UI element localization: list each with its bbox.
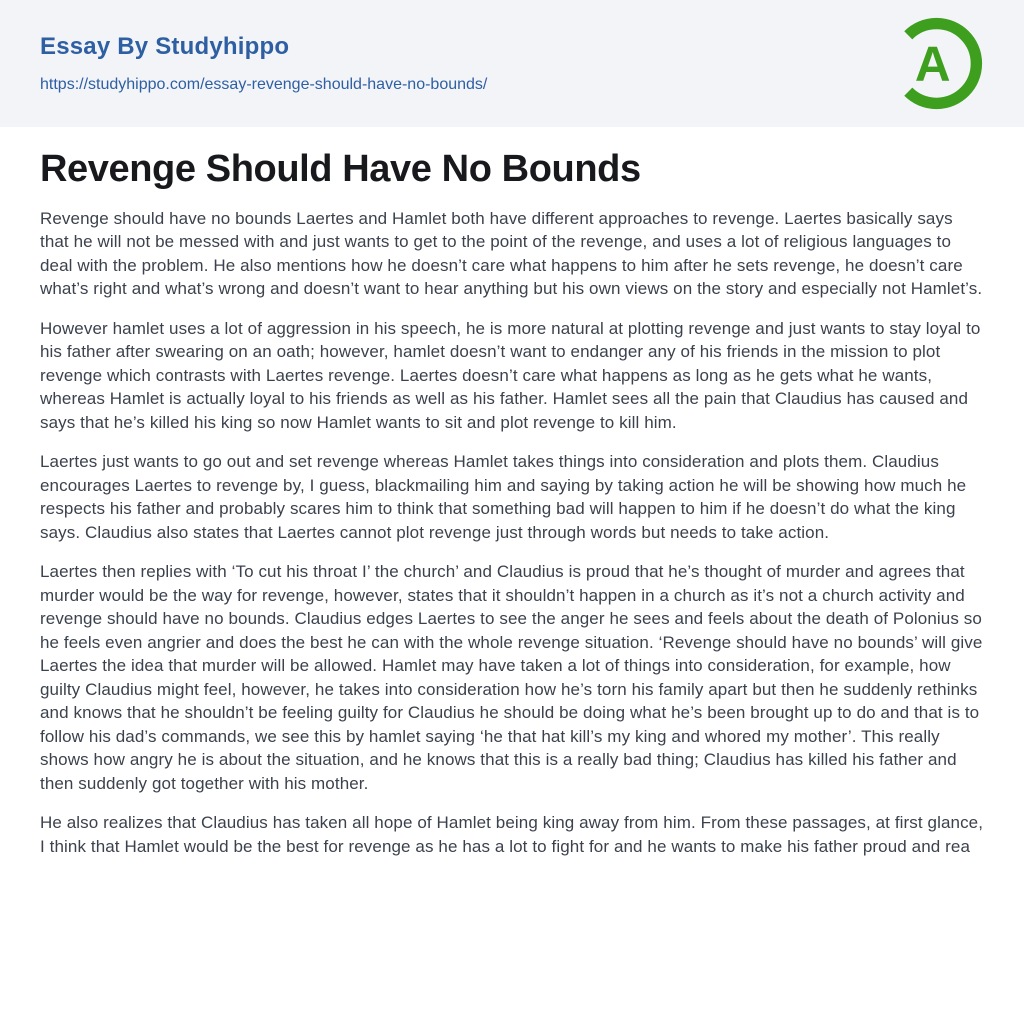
logo-letter: A [914, 36, 951, 92]
content-area [0, 127, 1024, 858]
site-title: Essay By Studyhippo [40, 33, 290, 60]
essay-paragraph: However hamlet uses a lot of aggression in his speech, he is more natural at plotting revenge and just wants to stay loyal to his father after swearing on an oath; however, hamlet doesn’t want to endanger any of his friends in the mission to plot revenge which contrasts with Laertes revenge. Laertes doesn’t care what happens as long as he gets what he wants, whereas Hamlet is actually loyal to his friends as well as his father. Hamlet sees all the pain that Claudius has caused and says that he’s killed his king so now Hamlet wants to sit and plot revenge to kill him. [40, 318, 981, 432]
studyhippo-logo [889, 16, 984, 111]
essay-paragraph: He also realizes that Claudius has taken all hope of Hamlet being king away from him. From these passages, at first glance, I think that Hamlet would be the best for revenge as he has a lot to fight for and he wants to make his father proud and rea [40, 813, 984, 856]
essay-paragraph: Laertes just wants to go out and set revenge whereas Hamlet takes things into consideration and plots them. Claudius encourages Laertes to revenge by, I guess, blackmailing him and saying by taking action he will be showing how much he respects his father and probably scares him to think that something bad will happen to him if he doesn’t do what the king says. Claudius also states that Laertes cannot plot revenge just through words but needs to take action. [40, 452, 967, 542]
page-title: Revenge Should Have No Bounds [40, 148, 641, 190]
site-header-text [40, 33, 487, 94]
page-url-link[interactable]: https://studyhippo.com/essay-revenge-should-have-no-bounds/ [40, 76, 488, 93]
essay-paragraph: Revenge should have no bounds Laertes and Hamlet both have different approaches to revenge. Laertes basically says that he will not be messed with and just wants to get to the point of the revenge, and uses a lot of religious languages to deal with the problem. He also mentions how he doesn’t care what happens to him after he sets revenge, he doesn’t care what’s right and what’s wrong and doesn’t want to hear anything but his own views on the story and especially not Hamlet’s. [40, 208, 983, 299]
essay-body [40, 207, 984, 859]
essay-paragraph: Laertes then replies with ‘To cut his throat I’ the church’ and Claudius is proud that he’s thought of murder and agrees that murder would be the way for revenge, however, states that it shouldn’t happen in a church as it’s not a church activity and revenge should have no bounds. Claudius edges Laertes to see the anger he sees and feels about the death of Polonius so he feels even angrier and does the best he can with the whole revenge situation. ‘Revenge should have no bounds’ will give Laertes the idea that murder will be allowed. Hamlet may have taken a lot of things into consideration, for example, how guilty Claudius might feel, however, he takes into consideration how he’s torn his family apart but then he suddenly rethinks and knows that he shouldn’t be feeling guilty for Claudius he should be doing what he’s been brought up to do and that is to follow his dad’s commands, we see this by hamlet saying ‘he that hat kill’s my king and whored my mother’. This really shows how angry he is about the situation, and he knows that this is a really bad thing; Claudius has killed his father and then suddenly got together with his mother. [40, 562, 983, 793]
site-header [0, 0, 1024, 127]
logo-arc-icon [889, 16, 984, 111]
